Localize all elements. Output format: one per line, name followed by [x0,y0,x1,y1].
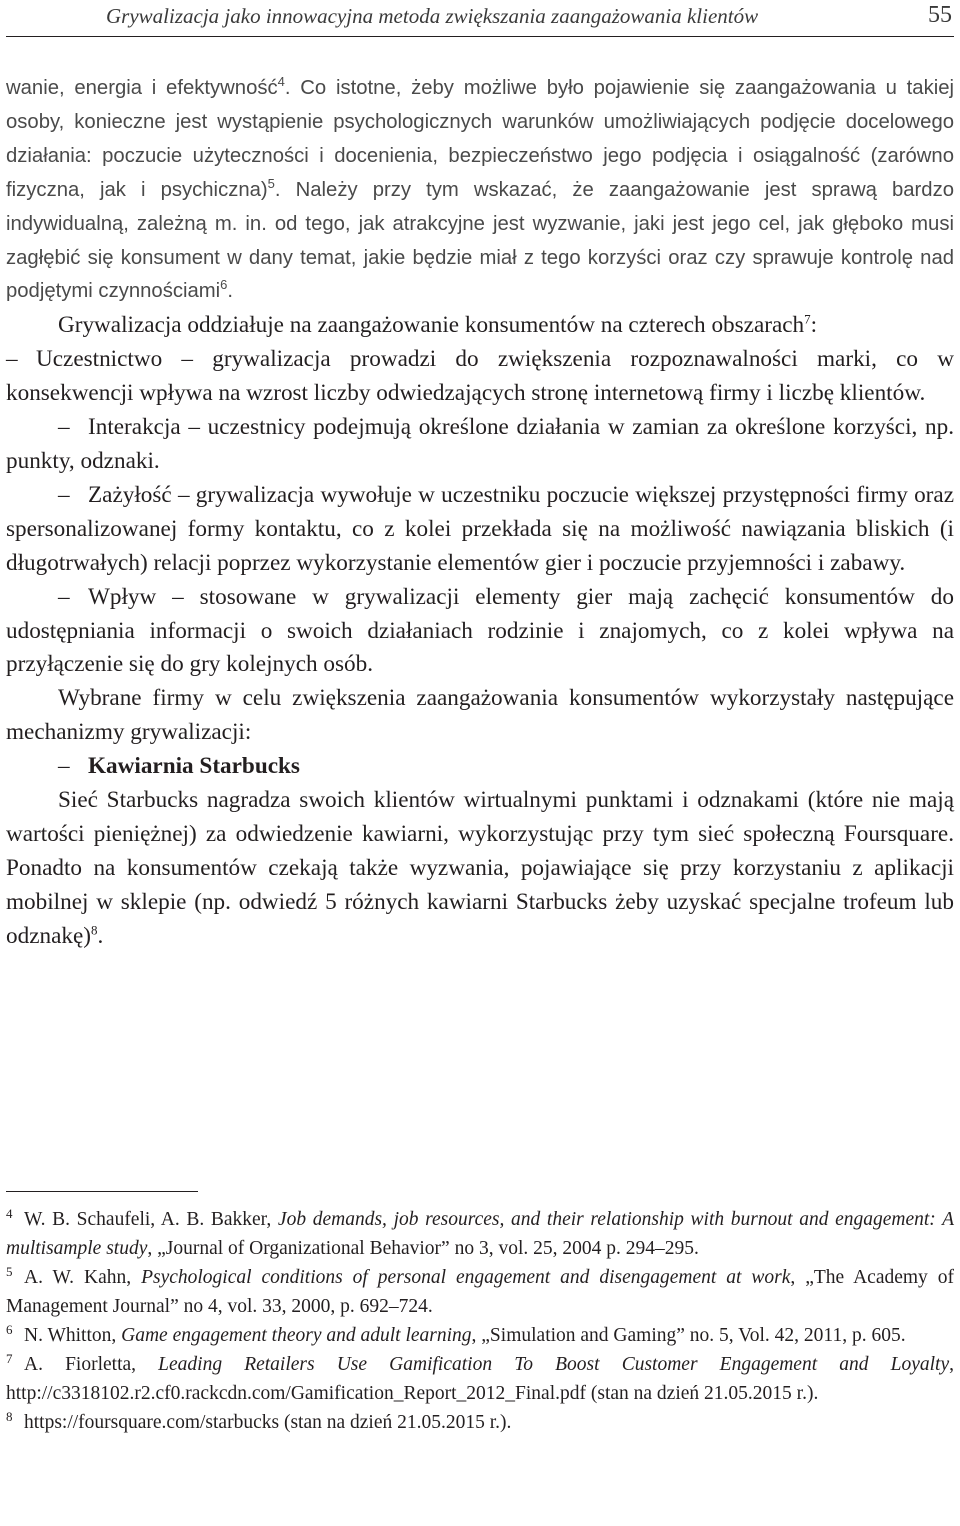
footnote-6: 6 N. Whitton, Game engagement theory and adult learning, „Simulation and Gaming” no. 5, Vol. 42, 2011, p. 605. [6,1321,906,1346]
footnote-4: 4 W. B. Schaufeli, A. B. Bakker, Job demands, job resources, and their relationship with burnout and engagement: A multisample study, „Journal of Organizational Behavior” no 3, vol. 25, 2004 p. 294–295. [6,1205,954,1259]
footnotes [6,1205,954,1437]
document-page [6,0,954,1526]
running-title: Grywalizacja jako innowacyjna metoda zwiększania zaangażowania klientów [106,4,759,28]
heading-text: Kawiarnia Starbucks [88,753,300,780]
dash-marker: – [58,583,70,610]
footnote-ref-7[interactable]: 7 [804,311,811,327]
paragraph-4 [6,784,954,954]
footnote-link-text[interactable]: https://foursquare.com/starbucks (stan na dzień 21.05.2015 r.). [24,1412,512,1433]
footnote-ref-8[interactable]: 8 [90,921,98,937]
main-text [6,72,954,954]
paragraph-1 [6,72,954,309]
running-header [6,0,954,37]
footnote-divider [6,1191,198,1192]
text-run: . [227,280,234,303]
dash-marker: – [58,753,70,780]
footnote-text: , „The Academy of Management Journal” no 4, vol. 33, 2000, p. 692–724. [6,1267,954,1317]
list-item-text: Wpływ – stosowane w grywalizacji elementy gier mają zachęcić konsumentów do udostępniania informacji o swoich działaniach rodzinie i znajomych, co z kolei wpływa na przyłączenie się do gry kolejnych osób. [6,583,954,678]
text-run: wanie, energia i efektywność [6,77,278,99]
list-item-text: Uczestnictwo – grywalizacja prowadzi do zwiększenia rozpoznawalności marki, co w konsekwencji wpływa na wzrost liczby odwiedzających stronę internetową firmy i liczbę klientów. [6,346,954,407]
footnote-title: Leading Retailers Use Gamification To Boost Customer Engagement and Loyalty [158,1354,950,1375]
footnote-title: Psychological conditions of personal engagement and disengagement at work [141,1267,791,1288]
list-item-uczestnictwo [6,343,954,411]
paragraph-3: Wybrane firmy w celu zwiększenia zaangażowania konsumentów wykorzystały następujące mechanizmy grywalizacji: [6,685,954,746]
paragraph-2 [6,309,954,343]
text-run: : [810,312,818,339]
list-item-zazylosc [6,479,954,581]
text-run: . [97,922,104,949]
footnote-ref-5[interactable]: 5 [267,175,275,191]
footnote-text: A. Fiorletta, [24,1354,159,1375]
footnote-text: W. B. Schaufeli, A. B. Bakker, [24,1209,278,1230]
footnote-title: Job demands, job resources, and their relationship with burnout and engagement: A multisample study [6,1209,954,1259]
dash-marker: – [58,481,70,508]
footnote-ref-6[interactable]: 6 [220,277,228,293]
footnote-8: 8 https://foursquare.com/starbucks (stan na dzień 21.05.2015 r.). [6,1408,512,1433]
footnote-title: Game engagement theory and adult learning [121,1325,472,1346]
list-item-wplyw [6,581,954,683]
footnote-text: , „Journal of Organizational Behavior” no 3, vol. 25, 2004 p. 294–295. [147,1238,699,1259]
footnote-link-text[interactable]: , http://c3318102.r2.cf0.rackcdn.com/Gamification_Report_2012_Final.pdf (stan na dzień 21.05.2015 r.). [6,1354,954,1404]
list-item-text: Interakcja – uczestnicy podejmują określone działania w zamian za określone korzyści, np. punkty, odznaki. [6,414,954,474]
list-item-interakcja [6,411,954,479]
dash-marker: – [58,414,70,441]
footnote-7: 7 A. Fiorletta, Leading Retailers Use Gamification To Boost Customer Engagement and Loyalty, http://c3318102.r2.cf0.rackcdn.com/Gamification_Report_2012_Final.pdf (stan na dzień 21.05.2015 r.). [6,1350,954,1404]
footnote-text: N. Whitton, [24,1325,122,1346]
text-run: . Należy przy tym wskazać, że zaangażowanie jest sprawą bardzo indywidualną, zależną m. in. od tego, jak atrakcyjne jest wyzwanie, jaki jest jego cel, jak głęboko musi zagłębić się konsument w dany temat, jakie będzie miał z tego korzyści oraz czy sprawuje kontrolę nad podjętymi czynnościami [6,178,954,303]
footnote-text: A. W. Kahn, [24,1267,142,1288]
footnote-text: , „Simulation and Gaming” no. 5, Vol. 42, 2011, p. 605. [471,1325,906,1346]
page-number: 55 [928,2,952,28]
footnote-5: 5 A. W. Kahn, Psychological conditions of personal engagement and disengagement at work, „The Academy of Management Journal” no 4, vol. 33, 2000, p. 692–724. [6,1263,954,1317]
text-run: . Co istotne, żeby możliwe było pojawienie się zaangażowania u takiej osoby, konieczne jest wystąpienie psychologicznych warunków umożliwiających podjęcie docelowego działania: poczucie użyteczności i docenienia, bezpieczeństwo jego podjęcia i osiągalność (zarówno fizyczna, jak i psychiczna) [6,77,955,201]
list-item-text: Zażyłość – grywalizacja wywołuje w uczestniku poczucie większej przystępności firmy oraz spersonalizowanej formy kontaktu, co z kolei przekłada się na możliwość nawiązania bliskich (i długotrwałych) relacji poprzez wykorzystanie elementów gier i poczucie przyjemności i zabawy. [6,481,954,576]
footnote-ref-4[interactable]: 4 [277,74,285,90]
text-run: Sieć Starbucks nagradza swoich klientów wirtualnymi punktami i odznakami (które nie mają wartości pieniężnej) za odwiedzenie kawiarni, wykorzystując przy tym sieć społeczną Foursquare. Ponadto na konsumentów czekają także wyzwania, pojawiające się przy korzystaniu z aplikacji mobilnej w sklepie (np. odwiedź 5 różnych kawiarni Starbucks żeby uzyskać specjalne trofeum lub odznakę) [6,787,954,949]
section-heading-starbucks [6,750,954,784]
dash-marker: – [6,346,18,373]
text-run: Grywalizacja oddziałuje na zaangażowanie konsumentów na czterech obszarach [58,312,805,339]
